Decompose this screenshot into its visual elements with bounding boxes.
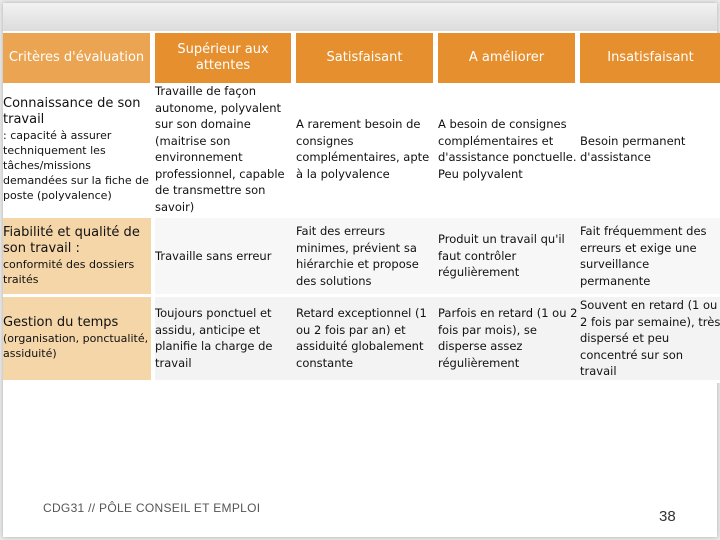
criterion-description: : capacité à assurer techniquement les tâches/missions demandées sur la fiche de poste (polyvalence) (3, 128, 149, 202)
header-criteria: Critères d'évaluation (3, 33, 155, 83)
rating-cell: Travaille sans erreur (155, 218, 296, 297)
rating-cell: Fait des erreurs minimes, prévient sa hiérarchie et propose des solutions (296, 218, 438, 297)
table-row (3, 218, 720, 297)
slide (3, 3, 720, 537)
header-satisfaisant: Satisfaisant (296, 33, 438, 83)
rating-cell: Retard exceptionnel (1 ou 2 fois par an) et assiduité globalement constante (296, 297, 438, 383)
criterion-title: Gestion du temps (3, 315, 119, 331)
criterion-title: Connaissance de son travail (3, 95, 141, 127)
header-superieur: Supérieur aux attentes (155, 33, 296, 83)
rating-cell: Parfois en retard (1 ou 2 fois par mois), se disperse assez régulièrement (438, 297, 580, 383)
table-header-row (3, 33, 720, 83)
table-row (3, 297, 720, 383)
rating-cell: Fait fréquemment des erreurs et exige une surveillance permanente (580, 218, 720, 297)
page-number: 38 (659, 508, 676, 525)
header-a-ameliorer: A améliorer (438, 33, 580, 83)
rating-cell: A besoin de consignes complémentaires et d'assistance ponctuelle. Peu polyvalent (438, 83, 580, 218)
criterion-cell (3, 83, 155, 218)
footer-organization: CDG31 // PÔLE CONSEIL ET EMPLOI (43, 501, 261, 515)
criterion-description: (organisation, ponctualité, assiduité) (3, 332, 149, 361)
rating-cell: A rarement besoin de consignes complémentaires, apte à la polyvalence (296, 83, 438, 218)
header-insatisfaisant: Insatisfaisant (580, 33, 720, 83)
evaluation-table (3, 33, 720, 383)
criterion-title: Fiabilité et qualité de son travail : (3, 225, 140, 256)
rating-cell: Souvent en retard (1 ou 2 fois par semaine), très dispersé et peu concentré sur son travail (580, 297, 720, 383)
slide-top-band (3, 3, 717, 31)
rating-cell: Besoin permanent d'assistance (580, 83, 720, 218)
criterion-cell (3, 297, 155, 383)
table-row (3, 83, 720, 218)
rating-cell: Toujours ponctuel et assidu, anticipe et planifie la charge de travail (155, 297, 296, 383)
rating-cell: Produit un travail qu'il faut contrôler régulièrement (438, 218, 580, 297)
criterion-cell (3, 218, 155, 297)
rating-cell: Travaille de façon autonome, polyvalent sur son domaine (maitrise son environnement professionnel, capable de transmettre son savoir) (155, 83, 296, 218)
criterion-description: conformité des dossiers traités (3, 258, 135, 286)
